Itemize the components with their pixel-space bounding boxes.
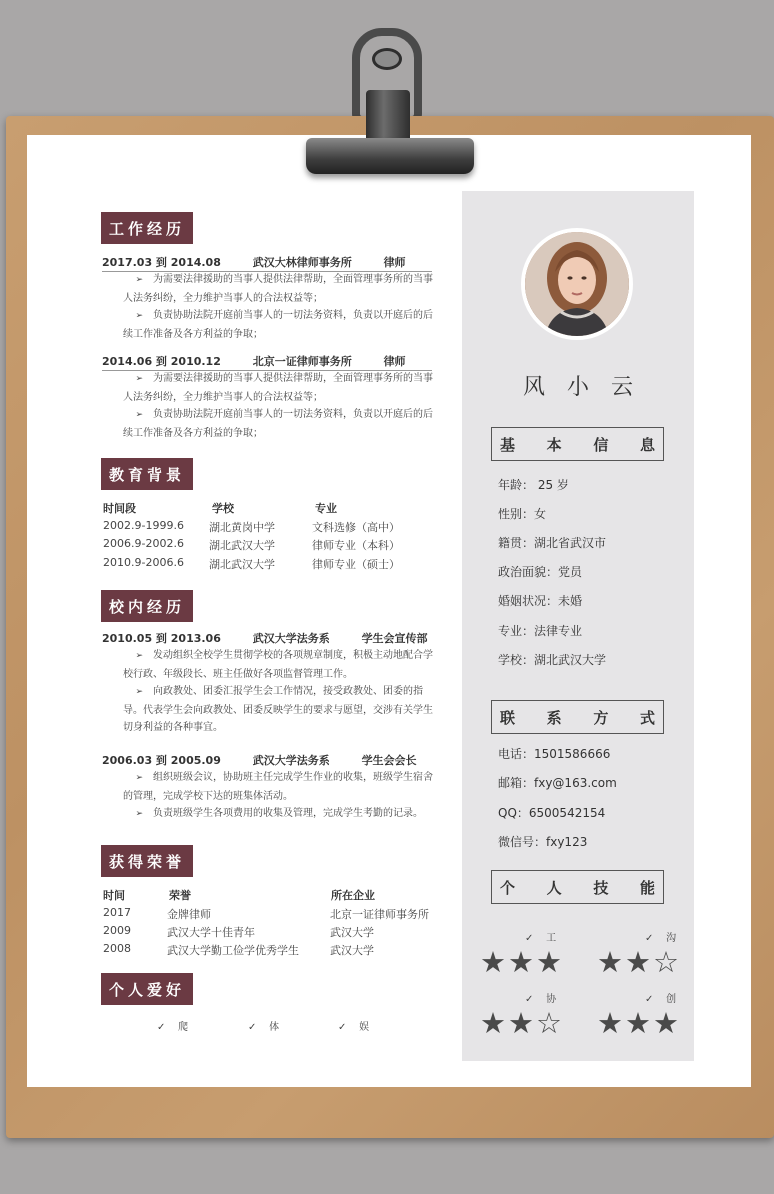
- clip-hole: [372, 48, 402, 70]
- clip-body: [366, 90, 410, 142]
- campus-description: ➢ 组织班级会议，协助班主任完成学生作业的收集，班级学生宿舍的管理，完成学校下达的班集体活动。 ➢ 负责班级学生各项费用的收集及管理，完成学生考勤的记录。: [123, 769, 433, 824]
- skill-label: ✓ 沟: [645, 933, 677, 944]
- bullet-icon: ➢: [135, 374, 143, 384]
- skill-label: ✓ 协: [525, 994, 557, 1005]
- hobby-item: ✓ 体: [248, 1022, 280, 1033]
- check-icon: ✓: [525, 933, 534, 944]
- bullet-icon: ➢: [135, 275, 143, 285]
- skill-rating-stars: ★★★: [597, 1006, 681, 1040]
- hobby-item: ✓ 娱: [338, 1022, 370, 1033]
- section-title-hobbies: 个人爱好: [101, 973, 193, 1005]
- contact-qq: QQ：6500542154: [498, 806, 606, 820]
- basic-info-age: 年龄： 25 岁: [498, 478, 569, 492]
- work-role: 律师: [383, 355, 406, 368]
- work-description: ➢ 为需要法律援助的当事人提供法律帮助，全面管理事务所的当事人法务纠纷，全力维护当事人的合法权益等； ➢ 负责协助法院开庭前当事人的一切法务资料，负责以开庭后的后续工作准备及各方利益的争取；: [123, 274, 433, 340]
- basic-info-gender: 性别：女: [498, 507, 547, 521]
- basic-info-school: 学校：湖北武汉大学: [498, 653, 607, 667]
- avatar: [521, 228, 633, 340]
- skill-label: ✓ 工: [525, 933, 557, 944]
- campus-description: ➢ 发动组织全校学生贯彻学校的各项规章制度，积极主动地配合学校行政、年级段长、班主任做好各项监督管理工作。 ➢ 向政教处、团委汇报学生会工作情况，接受政教处、团委的指导。代表学生会向政教处、团委反映学生的要求与愿望，交涉有关学生切身利益的各种事宜。: [123, 650, 433, 733]
- basic-info-title: 基 本 信 息: [491, 427, 664, 461]
- bullet-icon: ➢: [135, 809, 143, 819]
- hobby-item: ✓ 爬: [157, 1022, 189, 1033]
- skill-rating-stars: ★★☆: [597, 945, 681, 979]
- profile-name: 风小云: [522, 375, 655, 400]
- work-role: 律师: [383, 256, 406, 269]
- bullet-icon: ➢: [135, 687, 143, 697]
- skill-rating-stars: ★★★: [480, 945, 564, 979]
- basic-info-major: 专业：法律专业: [498, 624, 583, 638]
- contact-title: 联 系 方 式: [491, 700, 664, 734]
- check-icon: ✓: [525, 994, 534, 1005]
- section-title-campus: 校内经历: [101, 590, 193, 622]
- check-icon: ✓: [338, 1022, 347, 1033]
- check-icon: ✓: [645, 994, 654, 1005]
- check-icon: ✓: [157, 1022, 166, 1033]
- campus-entry-header: 2006.03 到 2005.09 武汉大学法务系 学生会会长: [102, 754, 417, 767]
- bullet-icon: ➢: [135, 773, 143, 783]
- basic-info-marital: 婚姻状况：未婚: [498, 594, 583, 608]
- bullet-icon: ➢: [135, 651, 143, 661]
- bullet-icon: ➢: [135, 311, 143, 321]
- work-entry-header: [102, 254, 432, 272]
- work-description: ➢ 为需要法律援助的当事人提供法律帮助，全面管理事务所的当事人法务纠纷，全力维护当事人的合法权益等； ➢ 负责协助法院开庭前当事人的一切法务资料，负责以开庭后的后续工作准备及各方利益的争取；: [123, 373, 433, 439]
- skills-title: 个 人 技 能: [491, 870, 664, 904]
- section-title-work: 工作经历: [101, 212, 193, 244]
- work-period: 2014.06 到 2010.12: [102, 355, 221, 368]
- contact-email: 邮箱：fxy@163.com: [498, 776, 617, 790]
- work-period: 2017.03 到 2014.08: [102, 256, 221, 269]
- clip-base: [306, 138, 474, 174]
- section-title-education: 教育背景: [101, 458, 193, 490]
- check-icon: ✓: [645, 933, 654, 944]
- section-title-honors: 获得荣誉: [101, 845, 193, 877]
- work-company: 北京一证律师事务所: [252, 355, 352, 368]
- skill-rating-stars: ★★☆: [480, 1006, 564, 1040]
- contact-wechat: 微信号：fxy123: [498, 835, 588, 849]
- skill-label: ✓ 创: [645, 994, 677, 1005]
- contact-phone: 电话：1501586666: [498, 747, 611, 761]
- check-icon: ✓: [248, 1022, 257, 1033]
- bullet-icon: ➢: [135, 410, 143, 420]
- work-company: 武汉大林律师事务所: [252, 256, 352, 269]
- basic-info-hometown: 籍贯：湖北省武汉市: [498, 536, 607, 550]
- work-entry-header: [102, 353, 432, 371]
- basic-info-political: 政治面貌：党员: [498, 565, 583, 579]
- campus-entry-header: 2010.05 到 2013.06 武汉大学法务系 学生会宣传部: [102, 632, 428, 645]
